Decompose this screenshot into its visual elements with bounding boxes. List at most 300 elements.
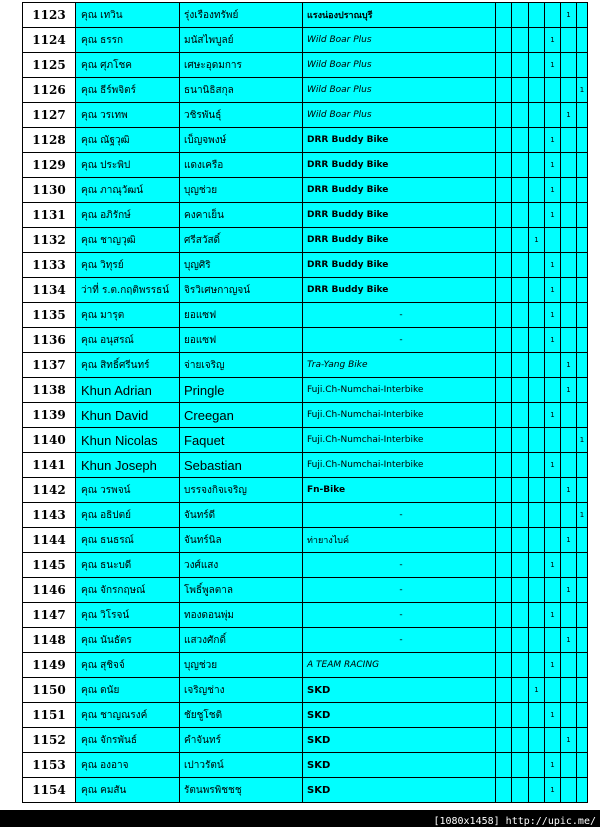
category-cell: 1 [545, 253, 561, 278]
bib-number: 1141 [23, 453, 76, 478]
bib-number: 1132 [23, 228, 76, 253]
category-cell [529, 103, 545, 128]
category-cell [512, 128, 529, 153]
category-cell: 1 [561, 528, 577, 553]
category-cell [496, 778, 512, 803]
last-name: Creegan [180, 403, 303, 428]
table-row [23, 303, 588, 328]
team-name: SKD [303, 703, 496, 728]
category-cell [496, 3, 512, 28]
watermark: [1080x1458] http://upic.me/ [433, 816, 596, 827]
category-cell: 1 [545, 653, 561, 678]
category-cell: 1 [545, 703, 561, 728]
category-cell: 1 [545, 53, 561, 78]
category-cell [577, 128, 588, 153]
category-cell [496, 53, 512, 78]
category-cell [529, 378, 545, 403]
first-name: คุณ ธนะบดี [76, 553, 180, 578]
category-cell [512, 728, 529, 753]
category-cell [529, 553, 545, 578]
category-cell [496, 678, 512, 703]
category-cell [496, 453, 512, 478]
table-row [23, 128, 588, 153]
category-cell [545, 728, 561, 753]
category-cell [512, 153, 529, 178]
table-row [23, 153, 588, 178]
table-row [23, 328, 588, 353]
team-name: - [303, 303, 496, 328]
category-cell [561, 653, 577, 678]
category-cell [561, 778, 577, 803]
bib-number: 1130 [23, 178, 76, 203]
category-cell [577, 528, 588, 553]
team-name: แรงน่องปราณบุรี [303, 3, 496, 28]
category-cell [561, 678, 577, 703]
last-name: Faquet [180, 428, 303, 453]
team-name: - [303, 628, 496, 653]
category-cell [529, 703, 545, 728]
category-cell [545, 528, 561, 553]
category-cell [496, 553, 512, 578]
category-cell [512, 178, 529, 203]
first-name: คุณ องอาจ [76, 753, 180, 778]
category-cell [496, 203, 512, 228]
category-cell [577, 178, 588, 203]
category-cell [561, 428, 577, 453]
last-name: บรรจงกิจเจริญ [180, 478, 303, 503]
category-cell [512, 578, 529, 603]
team-name: DRR Buddy Bike [303, 278, 496, 303]
category-cell [545, 78, 561, 103]
last-name: ยอแซฟ [180, 303, 303, 328]
category-cell [496, 178, 512, 203]
category-cell [577, 278, 588, 303]
table-row [23, 278, 588, 303]
bib-number: 1151 [23, 703, 76, 728]
category-cell [561, 703, 577, 728]
last-name: Pringle [180, 378, 303, 403]
category-cell [529, 653, 545, 678]
last-name: รุ่งเรืองทรัพย์ [180, 3, 303, 28]
category-cell [512, 603, 529, 628]
last-name: Sebastian [180, 453, 303, 478]
first-name: คุณ ณัฐวุฒิ [76, 128, 180, 153]
category-cell [529, 28, 545, 53]
bib-number: 1129 [23, 153, 76, 178]
table-row [23, 478, 588, 503]
category-cell: 1 [529, 678, 545, 703]
table-row [23, 353, 588, 378]
category-cell [512, 3, 529, 28]
category-cell [577, 578, 588, 603]
table-row [23, 53, 588, 78]
bib-number: 1137 [23, 353, 76, 378]
team-name: DRR Buddy Bike [303, 128, 496, 153]
team-name: Wild Boar Plus [303, 53, 496, 78]
category-cell [561, 453, 577, 478]
category-cell [496, 628, 512, 653]
category-cell [512, 503, 529, 528]
first-name: คุณ สิทธิ์ศรีนทร์ [76, 353, 180, 378]
category-cell [529, 778, 545, 803]
table-row [23, 728, 588, 753]
category-cell [561, 128, 577, 153]
table-row [23, 753, 588, 778]
bib-number: 1150 [23, 678, 76, 703]
category-cell [496, 703, 512, 728]
bib-number: 1152 [23, 728, 76, 753]
category-cell [577, 478, 588, 503]
category-cell [529, 278, 545, 303]
last-name: วงศ์แสง [180, 553, 303, 578]
team-name: Fn-Bike [303, 478, 496, 503]
bib-number: 1148 [23, 628, 76, 653]
category-cell [577, 53, 588, 78]
category-cell: 1 [529, 228, 545, 253]
first-name: คุณ จักรกฤษณ์ [76, 578, 180, 603]
last-name: ชัยชูโชติ [180, 703, 303, 728]
category-cell [577, 103, 588, 128]
category-cell [577, 328, 588, 353]
category-cell [577, 553, 588, 578]
first-name: Khun Joseph [76, 453, 180, 478]
team-name: DRR Buddy Bike [303, 228, 496, 253]
table-row [23, 178, 588, 203]
category-cell [577, 153, 588, 178]
category-cell [512, 28, 529, 53]
first-name: คุณ ธนธรณ์ [76, 528, 180, 553]
category-cell [512, 553, 529, 578]
first-name: คุณ วรเทพ [76, 103, 180, 128]
category-cell [561, 503, 577, 528]
last-name: ธนานิธิสกุล [180, 78, 303, 103]
team-name: ท่ายางไบค์ [303, 528, 496, 553]
category-cell [577, 253, 588, 278]
category-cell [512, 478, 529, 503]
category-cell: 1 [561, 728, 577, 753]
category-cell [529, 403, 545, 428]
category-cell [577, 628, 588, 653]
category-cell [545, 428, 561, 453]
last-name: ทองดอนพุ่ม [180, 603, 303, 628]
category-cell: 1 [561, 478, 577, 503]
category-cell: 1 [545, 753, 561, 778]
category-cell [512, 678, 529, 703]
last-name: โพธิ์พูลตาล [180, 578, 303, 603]
category-cell [577, 3, 588, 28]
category-cell [496, 753, 512, 778]
category-cell [512, 203, 529, 228]
category-cell [512, 253, 529, 278]
table-row [23, 3, 588, 28]
category-cell [496, 728, 512, 753]
category-cell [496, 428, 512, 453]
table-row [23, 603, 588, 628]
category-cell [545, 353, 561, 378]
first-name: คุณ ชาญณรงค์ [76, 703, 180, 728]
table-row [23, 453, 588, 478]
team-name: DRR Buddy Bike [303, 253, 496, 278]
category-cell: 1 [545, 403, 561, 428]
table-row [23, 628, 588, 653]
category-cell [577, 228, 588, 253]
category-cell [529, 478, 545, 503]
category-cell [529, 528, 545, 553]
category-cell [512, 78, 529, 103]
first-name: คุณ ดนัย [76, 678, 180, 703]
category-cell [545, 578, 561, 603]
category-cell [561, 603, 577, 628]
last-name: จันทร์นิล [180, 528, 303, 553]
category-cell [529, 78, 545, 103]
category-cell [529, 628, 545, 653]
last-name: จ่ายเจริญ [180, 353, 303, 378]
table-row [23, 653, 588, 678]
category-cell [496, 28, 512, 53]
category-cell [577, 453, 588, 478]
first-name: คุณ จักรพันธ์ [76, 728, 180, 753]
category-cell [561, 328, 577, 353]
team-name: - [303, 603, 496, 628]
bib-number: 1149 [23, 653, 76, 678]
category-cell [545, 478, 561, 503]
category-cell: 1 [545, 128, 561, 153]
category-cell [529, 253, 545, 278]
category-cell [577, 603, 588, 628]
team-name: DRR Buddy Bike [303, 153, 496, 178]
bib-number: 1126 [23, 78, 76, 103]
last-name: เบ็ญจพงษ์ [180, 128, 303, 153]
team-name: Fuji.Ch-Numchai-Interbike [303, 403, 496, 428]
last-name: เปาวรัตน์ [180, 753, 303, 778]
category-cell [512, 428, 529, 453]
category-cell [512, 303, 529, 328]
category-cell [529, 578, 545, 603]
category-cell [577, 778, 588, 803]
category-cell [577, 753, 588, 778]
category-cell [496, 228, 512, 253]
bib-number: 1139 [23, 403, 76, 428]
team-name: Wild Boar Plus [303, 28, 496, 53]
team-name: - [303, 553, 496, 578]
category-cell [512, 703, 529, 728]
last-name: บุญศิริ [180, 253, 303, 278]
bib-number: 1131 [23, 203, 76, 228]
first-name: คุณ วิทุรย์ [76, 253, 180, 278]
last-name: ศรีสวัสดิ์ [180, 228, 303, 253]
table-row [23, 403, 588, 428]
category-cell [529, 428, 545, 453]
category-cell [577, 678, 588, 703]
category-cell: 1 [545, 278, 561, 303]
last-name: เศษะอุดมการ [180, 53, 303, 78]
bib-number: 1127 [23, 103, 76, 128]
category-cell: 1 [545, 328, 561, 353]
category-cell [561, 78, 577, 103]
category-cell [561, 753, 577, 778]
category-cell: 1 [561, 628, 577, 653]
category-cell [545, 503, 561, 528]
last-name: มนัสไพบูลย์ [180, 28, 303, 53]
bib-number: 1124 [23, 28, 76, 53]
bib-number: 1133 [23, 253, 76, 278]
bib-number: 1145 [23, 553, 76, 578]
category-cell [512, 653, 529, 678]
category-cell: 1 [561, 378, 577, 403]
team-name: SKD [303, 728, 496, 753]
first-name: คุณ ธีร์พจิตร์ [76, 78, 180, 103]
category-cell [529, 303, 545, 328]
category-cell: 1 [545, 453, 561, 478]
category-cell: 1 [577, 78, 588, 103]
category-cell [496, 478, 512, 503]
category-cell: 1 [561, 3, 577, 28]
team-name: - [303, 578, 496, 603]
first-name: คุณ มารุต [76, 303, 180, 328]
table-row [23, 203, 588, 228]
category-cell [561, 203, 577, 228]
category-cell [496, 78, 512, 103]
last-name: แสวงศักดิ์ [180, 628, 303, 653]
category-cell [512, 353, 529, 378]
category-cell [512, 528, 529, 553]
category-cell [561, 228, 577, 253]
category-cell [577, 703, 588, 728]
first-name: คุณ อนุสรณ์ [76, 328, 180, 353]
table-row [23, 778, 588, 803]
category-cell [577, 403, 588, 428]
category-cell: 1 [561, 578, 577, 603]
last-name: ยอแซฟ [180, 328, 303, 353]
bib-number: 1140 [23, 428, 76, 453]
category-cell [496, 528, 512, 553]
last-name: จิรวิเศษกาญจน์ [180, 278, 303, 303]
category-cell [496, 403, 512, 428]
category-cell [561, 403, 577, 428]
category-cell [529, 503, 545, 528]
category-cell [496, 103, 512, 128]
category-cell [496, 303, 512, 328]
category-cell [577, 203, 588, 228]
category-cell [545, 103, 561, 128]
category-cell [512, 378, 529, 403]
category-cell [529, 203, 545, 228]
first-name: คุณ วรพจน์ [76, 478, 180, 503]
category-cell [561, 28, 577, 53]
bib-number: 1146 [23, 578, 76, 603]
first-name: คุณ ศุภโชค [76, 53, 180, 78]
last-name: แดงเครือ [180, 153, 303, 178]
table-row [23, 678, 588, 703]
table-row [23, 103, 588, 128]
category-cell: 1 [545, 553, 561, 578]
team-name: Wild Boar Plus [303, 103, 496, 128]
category-cell [577, 28, 588, 53]
registration-table [22, 2, 588, 803]
category-cell [561, 153, 577, 178]
team-name: - [303, 328, 496, 353]
table-row [23, 78, 588, 103]
bib-number: 1154 [23, 778, 76, 803]
team-name: SKD [303, 753, 496, 778]
category-cell: 1 [545, 778, 561, 803]
last-name: คำจันทร์ [180, 728, 303, 753]
last-name: เจริญช่าง [180, 678, 303, 703]
team-name: Fuji.Ch-Numchai-Interbike [303, 428, 496, 453]
category-cell [496, 328, 512, 353]
last-name: วชิรพันธุ์ [180, 103, 303, 128]
category-cell [561, 178, 577, 203]
category-cell [512, 778, 529, 803]
category-cell [512, 453, 529, 478]
category-cell [512, 103, 529, 128]
category-cell [529, 3, 545, 28]
table-row [23, 228, 588, 253]
last-name: บุญช่วย [180, 178, 303, 203]
category-cell [545, 378, 561, 403]
first-name: Khun Adrian [76, 378, 180, 403]
category-cell [561, 303, 577, 328]
bib-number: 1143 [23, 503, 76, 528]
category-cell [512, 628, 529, 653]
bib-number: 1135 [23, 303, 76, 328]
category-cell [561, 253, 577, 278]
table-row [23, 578, 588, 603]
bib-number: 1134 [23, 278, 76, 303]
category-cell [529, 353, 545, 378]
bib-number: 1123 [23, 3, 76, 28]
table-row [23, 528, 588, 553]
first-name: คุณ ภาณุวัฒน์ [76, 178, 180, 203]
category-cell [496, 278, 512, 303]
category-cell [529, 128, 545, 153]
first-name: คุณ นันธัตร [76, 628, 180, 653]
first-name: ว่าที่ ร.ต.กฤติพรรธน์ [76, 278, 180, 303]
category-cell [529, 753, 545, 778]
category-cell [496, 253, 512, 278]
category-cell [577, 728, 588, 753]
last-name: รัตนพรพิชชชุ [180, 778, 303, 803]
category-cell [545, 678, 561, 703]
table-row [23, 703, 588, 728]
bib-number: 1136 [23, 328, 76, 353]
category-cell [529, 728, 545, 753]
category-cell [512, 403, 529, 428]
first-name: คุณ วิโรจน์ [76, 603, 180, 628]
category-cell [496, 128, 512, 153]
category-cell [496, 353, 512, 378]
team-name: Wild Boar Plus [303, 78, 496, 103]
category-cell [529, 53, 545, 78]
category-cell: 1 [545, 28, 561, 53]
category-cell [512, 53, 529, 78]
category-cell [529, 178, 545, 203]
category-cell [545, 228, 561, 253]
bib-number: 1125 [23, 53, 76, 78]
category-cell [512, 228, 529, 253]
first-name: คุณ สุชิจจ์ [76, 653, 180, 678]
category-cell [529, 328, 545, 353]
first-name: คุณ เทวิน [76, 3, 180, 28]
team-name: SKD [303, 778, 496, 803]
category-cell [496, 603, 512, 628]
category-cell [577, 303, 588, 328]
category-cell [577, 653, 588, 678]
first-name: คุณ ประพิป [76, 153, 180, 178]
team-name: Tra-Yang Bike [303, 353, 496, 378]
first-name: คุณ อภิรักษ์ [76, 203, 180, 228]
last-name: จันทร์ดี [180, 503, 303, 528]
